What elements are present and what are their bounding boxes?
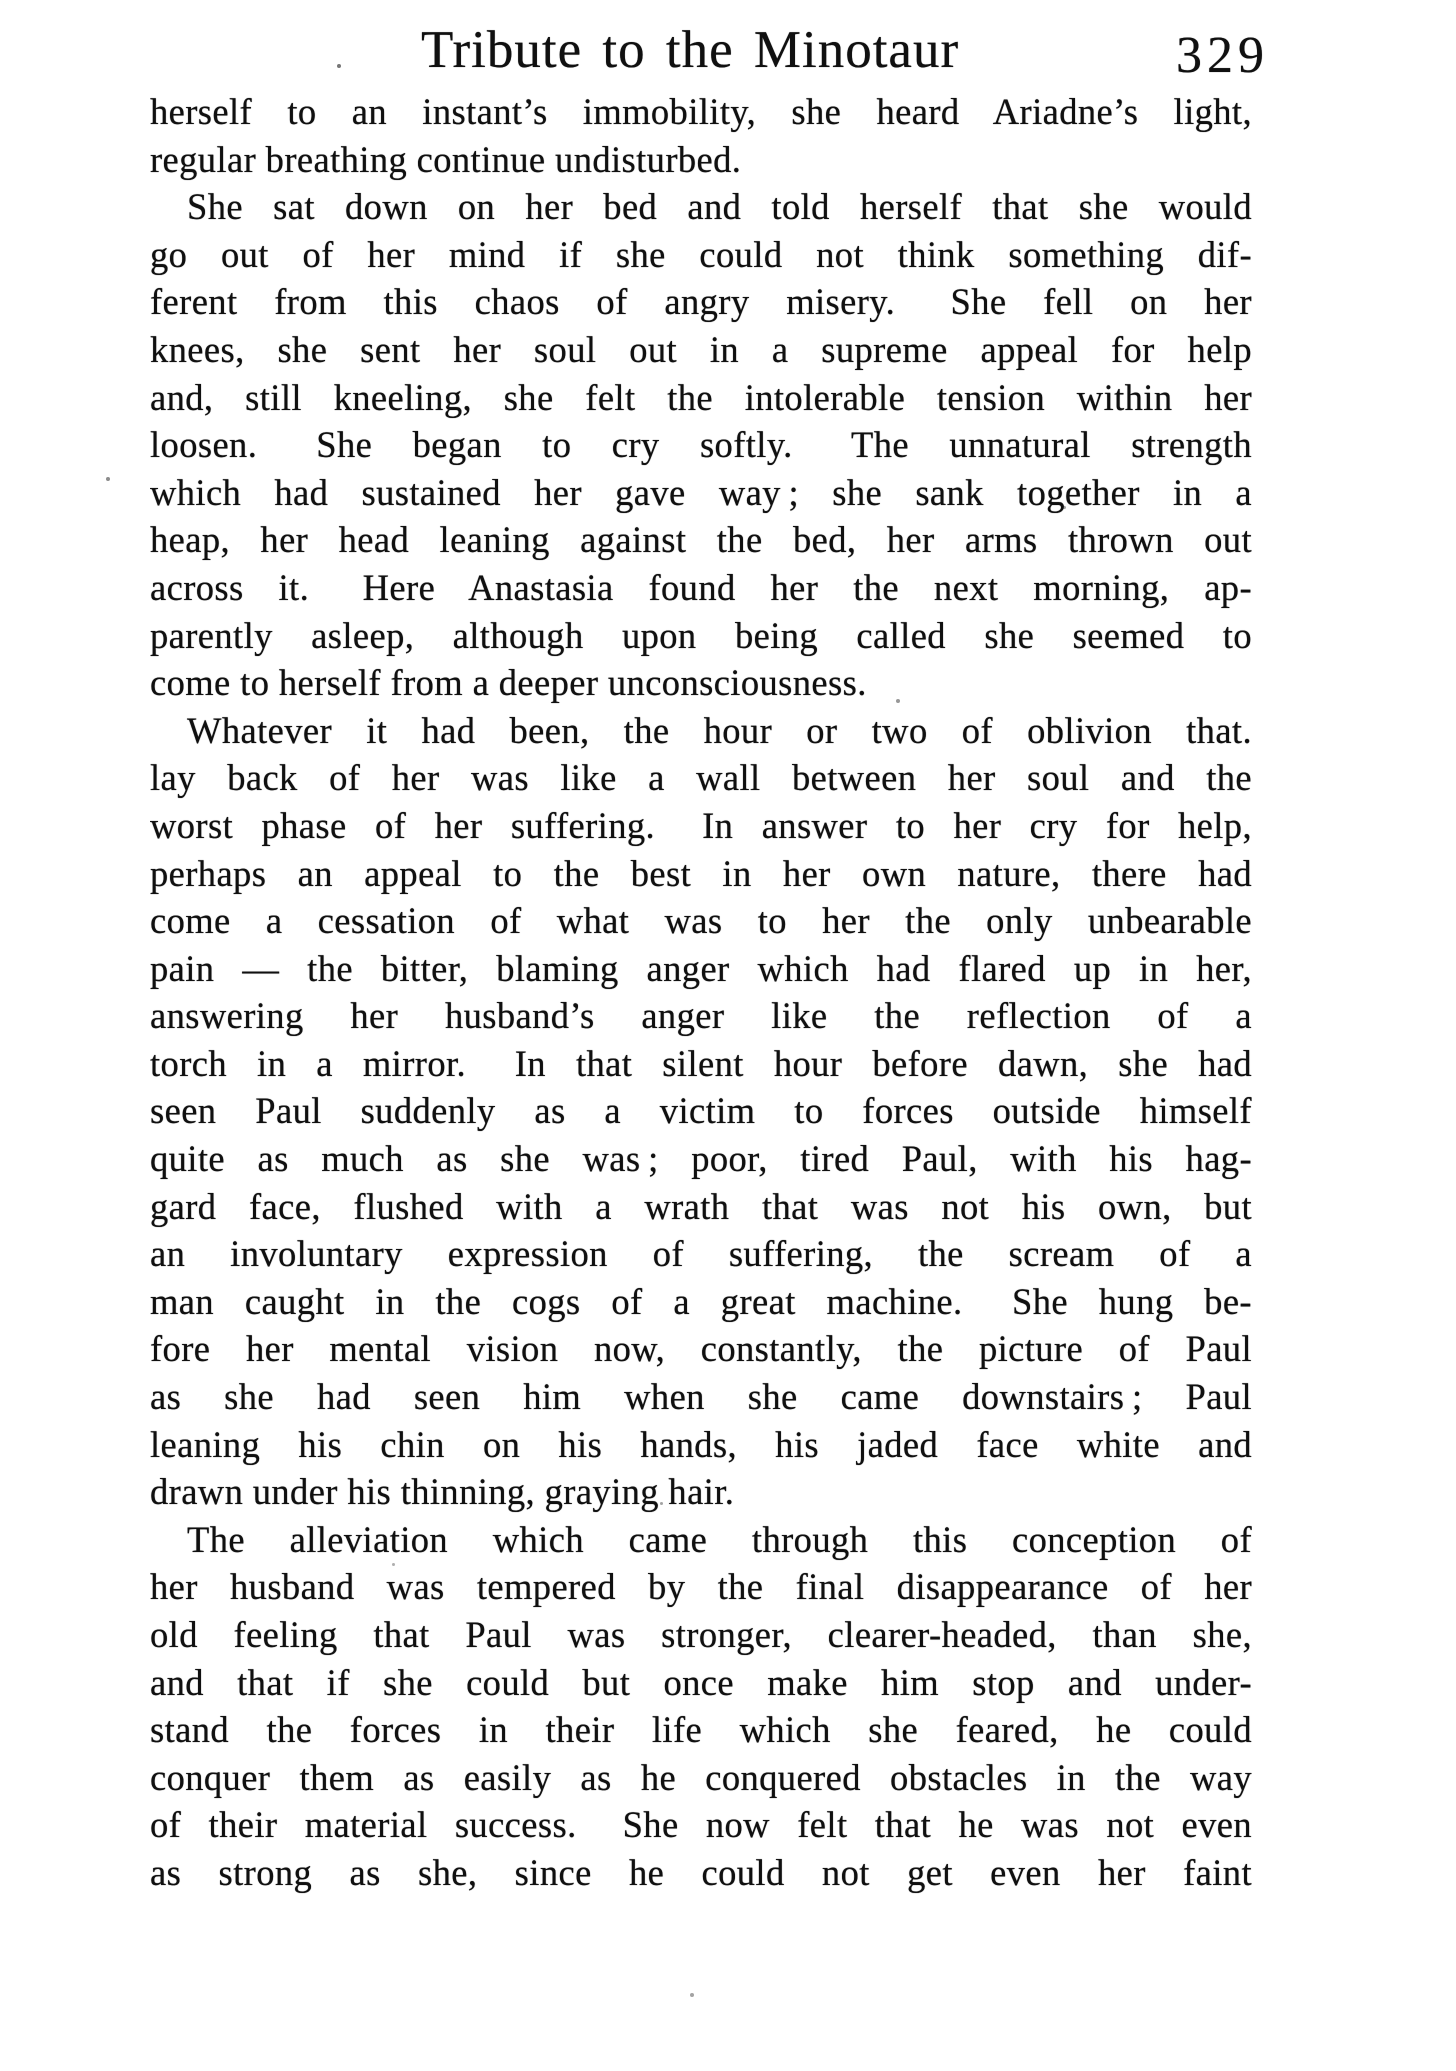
text-line: stand the forces in their life which she feared, he could bbox=[150, 1709, 1252, 1751]
text-line: of their material success. She now felt that he was not even bbox=[150, 1804, 1252, 1846]
text-line: Whatever it had been, the hour or two of oblivion that. bbox=[187, 709, 1252, 751]
text-line: fore her mental vision now, constantly, the picture of Paul bbox=[150, 1328, 1252, 1370]
text-line: her husband was tempered by the final disappearance of her bbox=[150, 1566, 1252, 1608]
scan-speck bbox=[660, 1502, 663, 1505]
text-line: herself to an instant’s immobility, she heard Ariadne’s light, bbox=[150, 91, 1252, 132]
text-line: as she had seen him when she came downstairs ; Paul bbox=[150, 1376, 1252, 1418]
text-line: worst phase of her suffering. In answer to her cry for help, bbox=[150, 804, 1252, 846]
text-line: come to herself from a deeper unconsciousness. bbox=[150, 662, 867, 704]
scan-speck bbox=[690, 1993, 694, 1997]
text-line: which had sustained her gave way ; she sank together in a bbox=[150, 471, 1252, 513]
text-line: and that if she could but once make him stop and under- bbox=[150, 1661, 1252, 1703]
text-line: lay back of her was like a wall between her soul and the bbox=[150, 757, 1252, 799]
text-line: The alleviation which came through this conception of bbox=[187, 1518, 1252, 1560]
text-line: regular breathing continue undisturbed. bbox=[150, 138, 742, 180]
text-line: quite as much as she was ; poor, tired Paul, with his hag- bbox=[150, 1138, 1252, 1180]
text-line: pain — the bitter, blaming anger which had flared up in her, bbox=[150, 947, 1252, 989]
text-line: across it. Here Anastasia found her the next morning, ap- bbox=[150, 566, 1252, 608]
text-line: seen Paul suddenly as a victim to forces outside himself bbox=[150, 1090, 1252, 1132]
text-line: parently asleep, although upon being called she seemed to bbox=[150, 614, 1252, 656]
text-line: torch in a mirror. In that silent hour before dawn, she had bbox=[150, 1042, 1252, 1084]
text-line: She sat down on her bed and told herself that she would bbox=[187, 186, 1252, 228]
text-line: drawn under his thinning, graying hair. bbox=[150, 1471, 735, 1513]
text-line: heap, her head leaning against the bed, her arms thrown out bbox=[150, 519, 1252, 561]
page-number: 329 bbox=[1176, 27, 1269, 84]
text-line: come a cessation of what was to her the only unbearable bbox=[150, 900, 1252, 942]
text-line: perhaps an appeal to the best in her own nature, there had bbox=[150, 852, 1252, 894]
text-line: knees, she sent her soul out in a supreme appeal for help bbox=[150, 328, 1252, 370]
scan-speck bbox=[106, 477, 110, 481]
text-line: man caught in the cogs of a great machine. She hung be- bbox=[150, 1280, 1252, 1322]
text-line: and, still kneeling, she felt the intolerable tension within her bbox=[150, 376, 1252, 418]
scan-speck bbox=[337, 64, 341, 68]
text-line: an involuntary expression of suffering, the scream of a bbox=[150, 1233, 1252, 1275]
text-line: answering her husband’s anger like the reflection of a bbox=[150, 995, 1252, 1037]
text-line: go out of her mind if she could not think something dif- bbox=[150, 233, 1252, 275]
scan-speck bbox=[896, 699, 900, 703]
text-line: conquer them as easily as he conquered obstacles in the way bbox=[150, 1756, 1252, 1798]
page-text bbox=[150, 88, 1252, 1897]
page-title: Tribute to the Minotaur bbox=[421, 21, 960, 79]
text-line: as strong as she, since he could not get even her faint bbox=[150, 1851, 1252, 1893]
scan-speck bbox=[392, 1563, 395, 1566]
text-line: leaning his chin on his hands, his jaded face white and bbox=[150, 1423, 1252, 1465]
text-line: loosen. She began to cry softly. The unnatural strength bbox=[150, 424, 1252, 466]
scan-speck bbox=[1063, 506, 1066, 509]
text-line: ferent from this chaos of angry misery. She fell on her bbox=[150, 281, 1252, 323]
text-line: old feeling that Paul was stronger, clearer-headed, than she, bbox=[150, 1614, 1252, 1655]
text-line: gard face, flushed with a wrath that was not his own, but bbox=[150, 1185, 1252, 1227]
